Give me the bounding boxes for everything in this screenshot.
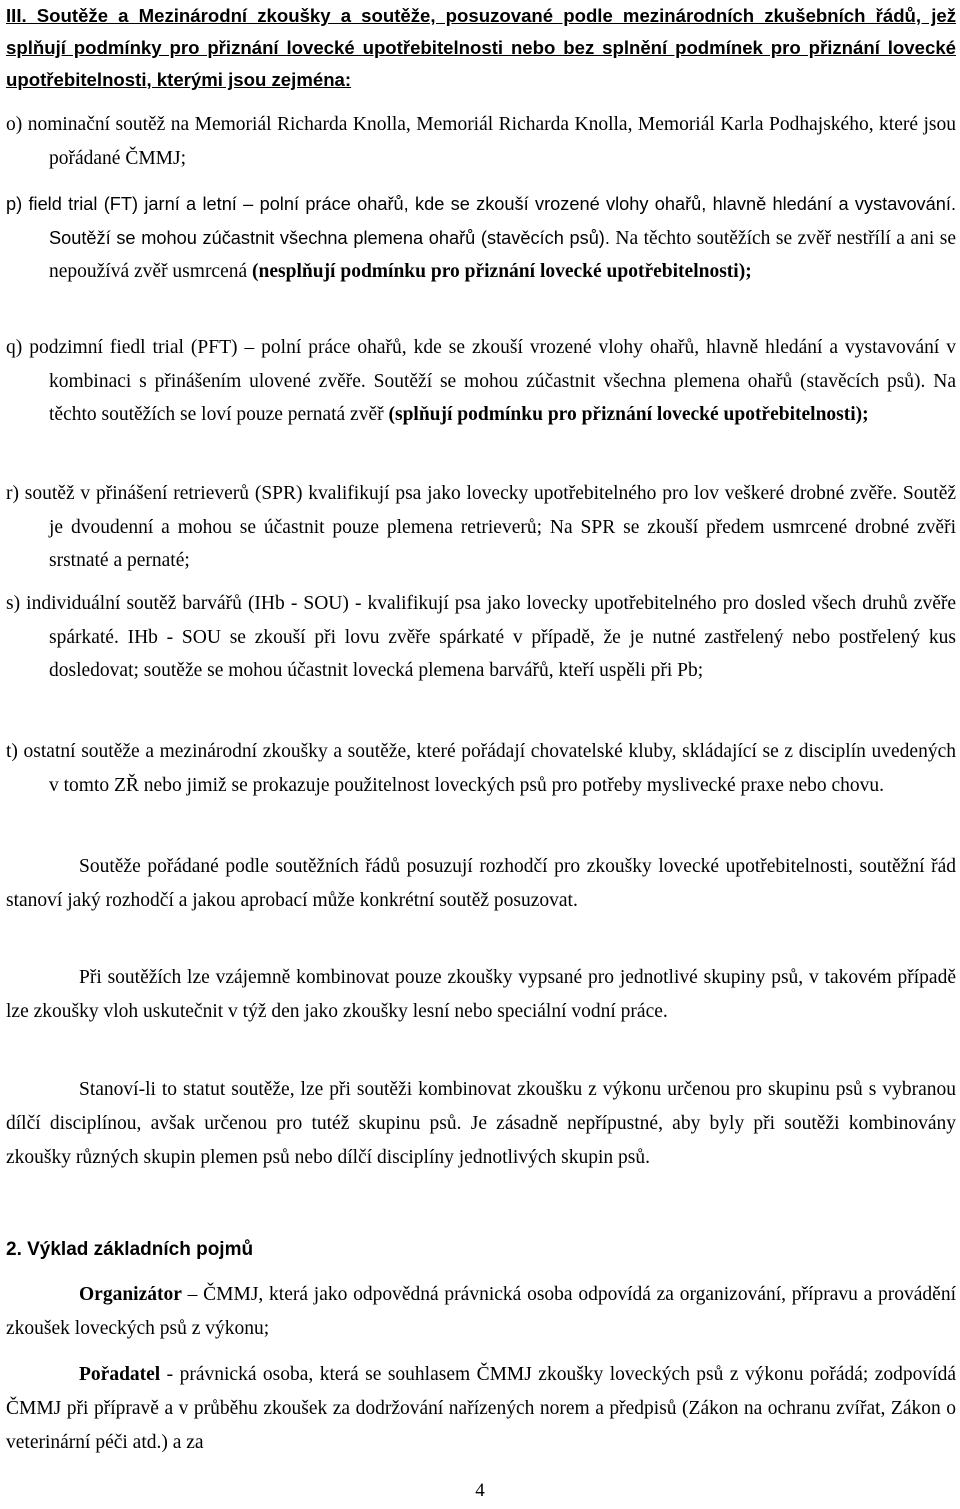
list-item-p-bold: (nesplňují podmínku pro přiznání lovecké upotřebitelnosti);: [252, 261, 752, 282]
list-item-q-bold: (splňují podmínku pro přiznání lovecké upotřebitelnosti);: [388, 404, 869, 425]
paragraph-2: Při soutěžích lze vzájemně kombinovat pouze zkoušky vypsané pro jednotlivé skupiny psů, v takovém případě lze zkoušky vloh uskutečnit v týž den jako zkoušky lesní nebo speciální vodní práce.: [6, 967, 956, 1022]
definition-organizator: [6, 1278, 956, 1346]
definition-poradatel-text: - právnická osoba, která se souhlasem ČMMJ zkoušky loveckých psů z výkonu pořádá; zodpovídá ČMMJ při přípravě a v průběhu zkoušek za dodržování nařízených norem a předpisů (Zákon na ochranu zvířat, Zákon o veterinární péči atd.) a za: [6, 1364, 956, 1453]
section-2-title: 2. Výklad základních pojmů: [6, 1239, 254, 1260]
list-item-p-text2: Na těchto soutěžích se zvěř nestřílí a ani se nepoužívá zvěř usmrcená: [49, 227, 956, 282]
list-item-t: t) ostatní soutěže a mezinárodní zkoušky a soutěže, které pořádají chovatelské kluby, skládající se z disciplín uvedených v tomto ZŘ nebo jimiž se prokazuje použitelnost loveckých psů pro potřeby myslivecké praxe nebo chovu.: [6, 741, 956, 796]
list-item-p-text: p) field trial (FT) jarní a letní – polní práce ohařů, kde se zkouší vrozené vlohy ohařů, hlavně hledání a vystavování. Soutěží se mohou zúčastnit všechna plemena ohařů (stavěcích psů).: [6, 194, 956, 248]
definition-poradatel: [6, 1358, 956, 1460]
term-organizator: Organizátor: [79, 1284, 182, 1305]
list-item-q-text: q) podzimní fiedl trial (PFT) – polní práce ohařů, kde se zkouší vrozené vlohy ohařů, hlavně hledání a vystavování v kombinaci s přinášením ulovené zvěře. Soutěží se mohou zúčastnit všechna plemena ohařů (stavěcích psů). Na těchto soutěžích se loví pouze pernatá zvěř: [6, 337, 956, 425]
paragraph-3: Stanoví-li to statut soutěže, lze při soutěži kombinovat zkoušku z výkonu určenou pro skupinu psů s vybranou dílčí disciplínou, avšak určenou pro tutéž skupinu psů. Je zásadně nepřípustné, aby byly při soutěži kombinovány zkoušky různých skupin plemen psů nebo dílčí disciplíny jednotlivých skupin psů.: [6, 1079, 956, 1168]
list-item-s: s) individuální soutěž barvářů (IHb - SOU) - kvalifikují psa jako lovecky upotřebitelného pro dosled všech druhů zvěře spárkaté. IHb - SOU se zkouší při lovu zvěře spárkaté v případě, že je nutné zastřelený nebo postřelený kus dosledovat; soutěže se mohou účastnit lovecká plemena barvářů, kteří uspěli při Pb;: [6, 593, 956, 681]
page-number: 4: [475, 1480, 485, 1501]
list-item-p: [6, 188, 956, 289]
list-item-q: [6, 331, 956, 432]
definition-organizator-text: – ČMMJ, která jako odpovědná právnická osoba odpovídá za organizování, přípravu a provádění zkoušek loveckých psů z výkonu;: [6, 1284, 956, 1339]
section-heading: III. Soutěže a Mezinárodní zkoušky a soutěže, posuzované podle mezinárodních zkušebních řádů, jež splňují podmínky pro přiznání lovecké upotřebitelnosti nebo bez splnění podmínek pro přiznání lovecké upotřebitelnosti, kterými jsou zejména:: [6, 5, 956, 90]
list-item-r: r) soutěž v přinášení retrieverů (SPR) kvalifikují psa jako lovecky upotřebitelného pro lov veškeré drobné zvěře. Soutěž je dvoudenní a mohou se účastnit pouze plemena retrieverů; Na SPR se zkouší předem usmrcené drobné zvěři srstnaté a pernaté;: [6, 483, 956, 571]
list-item-o: o) nominační soutěž na Memoriál Richarda Knolla, Memoriál Richarda Knolla, Memoriál Karla Podhajského, které jsou pořádané ČMMJ;: [6, 114, 956, 169]
term-poradatel: Pořadatel: [79, 1364, 161, 1385]
paragraph-1: Soutěže pořádané podle soutěžních řádů posuzují rozhodčí pro zkoušky lovecké upotřebitelnosti, soutěžní řád stanoví jaký rozhodčí a jakou aprobací může konkrétní soutěž posuzovat.: [6, 856, 956, 911]
